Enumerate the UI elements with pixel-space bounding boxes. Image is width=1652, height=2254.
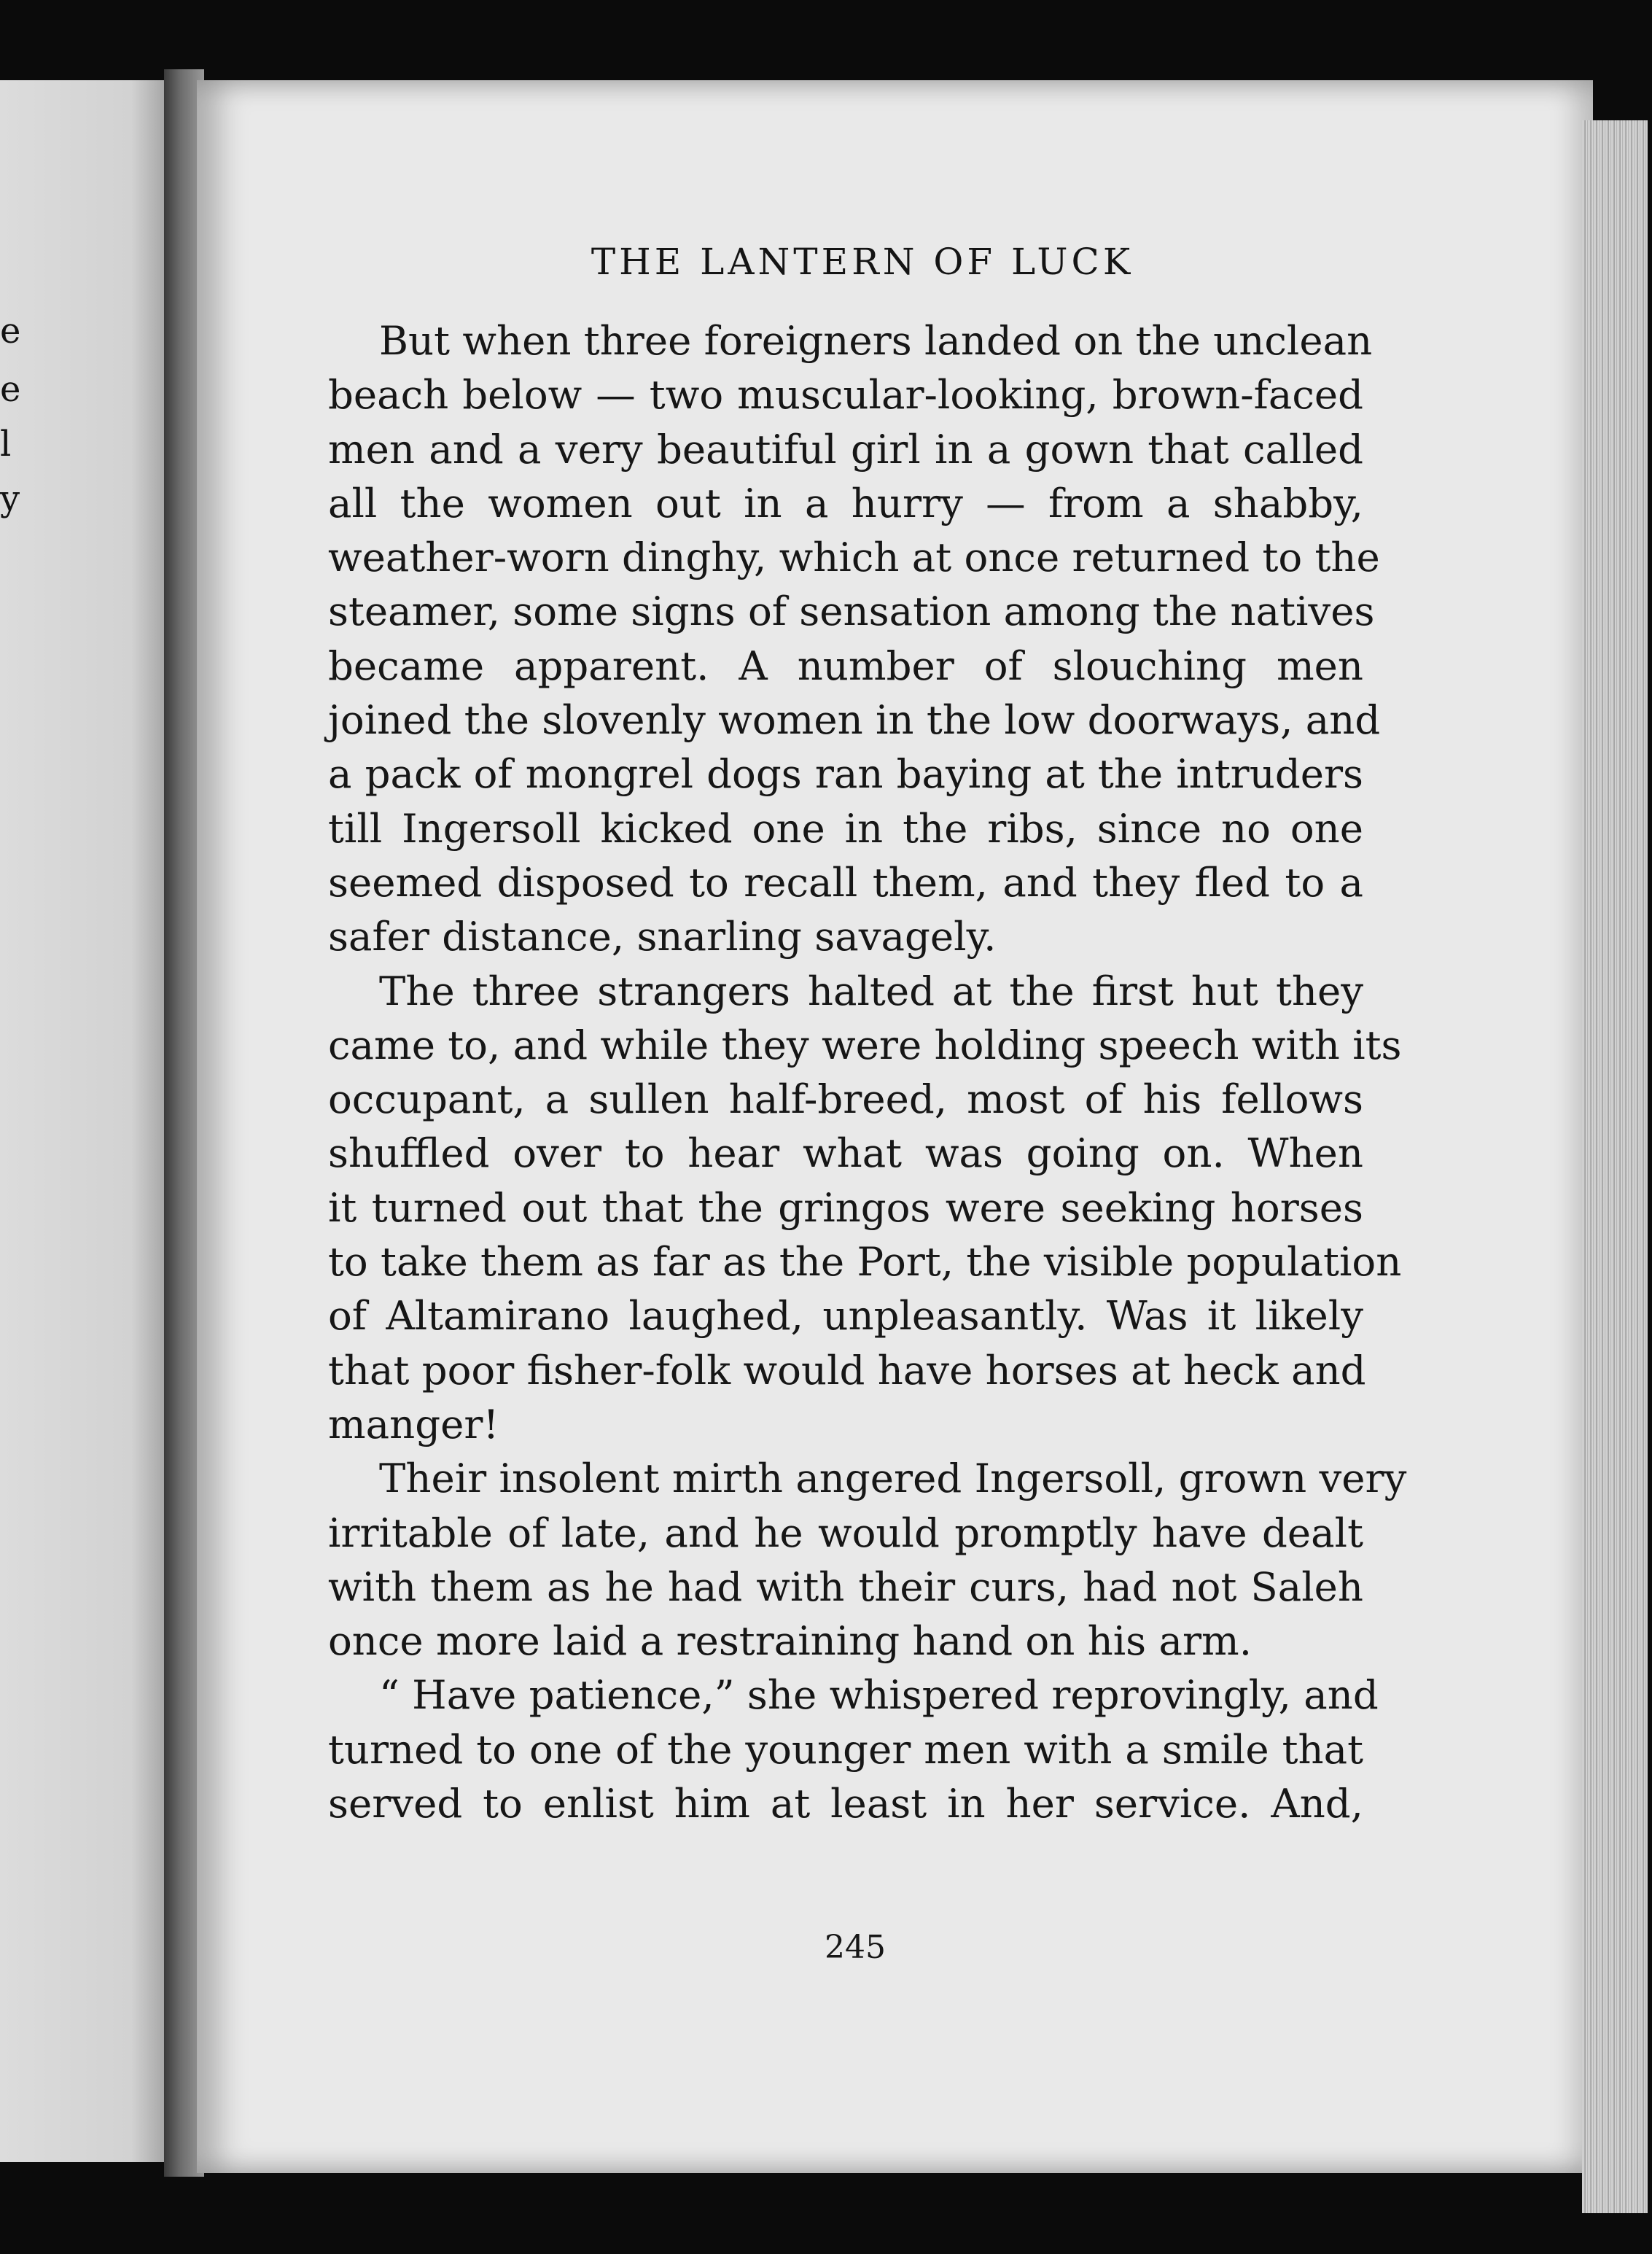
facing-page-edge: [0, 80, 164, 2162]
text-line: all the women out in a hurry — from a shabby,: [328, 479, 1363, 526]
text-line: turned to one of the younger men with a smile that: [328, 1725, 1363, 1773]
text-line: came to, and while they were holding speech with its: [328, 1021, 1402, 1068]
paragraph: [328, 1451, 1407, 1668]
text-line: to take them as far as the Port, the visible population: [328, 1238, 1402, 1286]
text-line: that poor fisher-folk would have horses at heck and: [328, 1346, 1366, 1394]
text-line: manger!: [328, 1400, 499, 1447]
text-line: steamer, some signs of sensation among the natives: [328, 588, 1375, 635]
text-line: became apparent. A number of slouching men: [328, 642, 1363, 689]
paragraph: [328, 314, 1381, 964]
facing-page-letter: y: [0, 478, 20, 519]
page-number: 245: [825, 1929, 886, 1966]
text-line: with them as he had with their curs, had not Saleh: [328, 1563, 1363, 1610]
text-line: men and a very beautiful girl in a gown that called: [328, 425, 1363, 473]
text-line: occupant, a sullen half-breed, most of his fellows: [328, 1076, 1363, 1123]
text-line: But when three foreigners landed on the unclean: [379, 317, 1373, 364]
text-line: shuffled over to hear what was going on. When: [328, 1130, 1363, 1177]
paragraph: [328, 1668, 1379, 1830]
text-line: “ Have patience,” she whispered reprovingly, and: [379, 1671, 1379, 1719]
facing-page-letter: l: [0, 424, 12, 465]
text-line: The three strangers halted at the first hut they: [379, 967, 1363, 1014]
text-line: a pack of mongrel dogs ran baying at the intruders: [328, 750, 1363, 798]
text-line: beach below — two muscular-looking, brown-faced: [328, 371, 1363, 419]
text-line: irritable of late, and he would promptly have dealt: [328, 1509, 1363, 1556]
text-line: Their insolent mirth angered Ingersoll, grown very: [379, 1455, 1407, 1502]
text-line: seemed disposed to recall them, and they fled to a: [328, 858, 1363, 906]
text-line: safer distance, snarling savagely.: [328, 913, 997, 960]
text-line: of Altamirano laughed, unpleasantly. Was it likely: [328, 1292, 1363, 1340]
text-line: served to enlist him at least in her service. And,: [328, 1780, 1363, 1827]
text-line: joined the slovenly women in the low doorways, and: [328, 696, 1381, 744]
page-stack-edge: [1582, 120, 1648, 2213]
running-head: THE LANTERN OF LUCK: [591, 241, 1134, 283]
facing-page-letter: e: [0, 369, 21, 410]
text-line: till Ingersoll kicked one in the ribs, since no one: [328, 804, 1363, 852]
text-line: once more laid a restraining hand on his arm.: [328, 1617, 1252, 1665]
paragraph: [328, 964, 1402, 1452]
facing-page-letter: e: [0, 311, 21, 351]
body-text: [328, 314, 1407, 1830]
text-line: it turned out that the gringos were seeking horses: [328, 1184, 1363, 1231]
text-line: weather-worn dinghy, which at once returned to the: [328, 534, 1380, 581]
